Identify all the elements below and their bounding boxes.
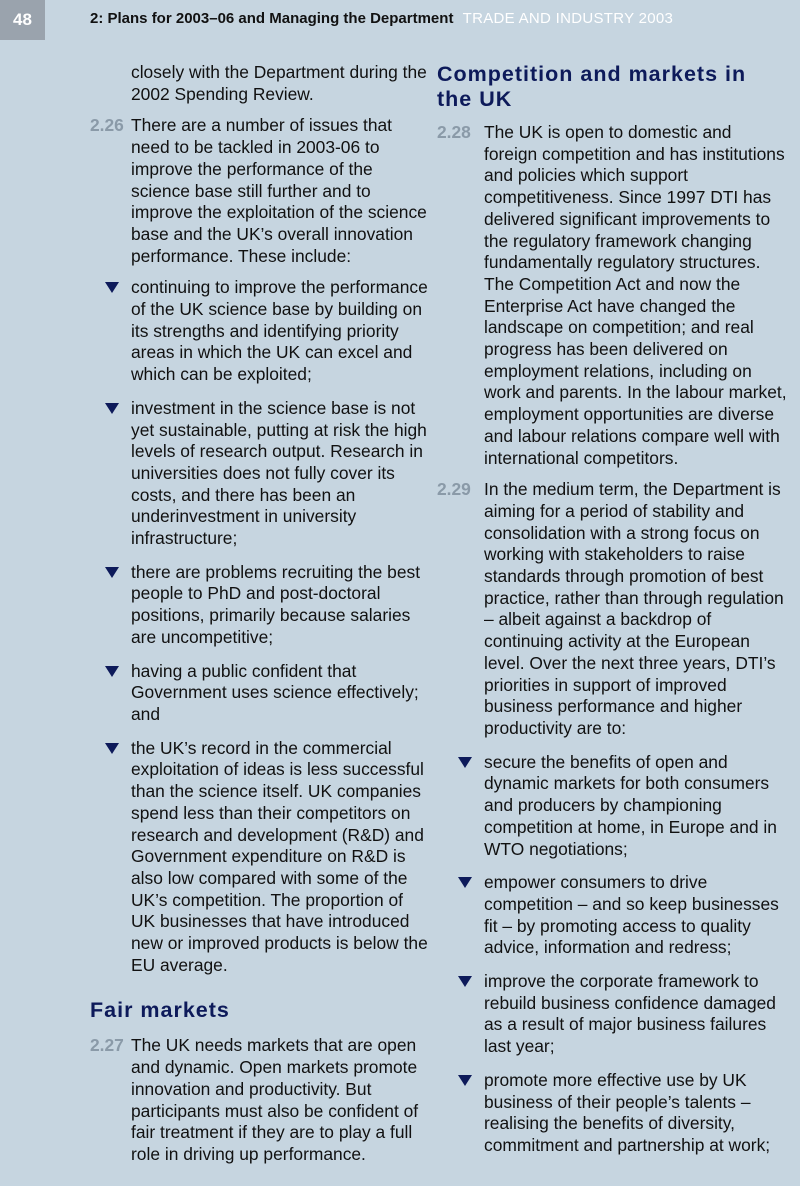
paragraph-number: 2.29 [437,479,471,500]
list-item-text: promote more effective use by UK business of their people’s talents – realising the benefits of diversity, commitment and partnership at work; [484,1069,771,1155]
list-item [437,752,787,861]
paragraph-2-28 [437,122,787,469]
page-number: 48 [0,0,45,40]
paragraph-text: There are a number of issues that need to be tackled in 2003-06 to improve the performance of the science base still further and to improve the exploitation of the science base and the UK’s overall innovation performance. These include: [131,115,427,266]
list-item [90,661,430,726]
paragraph-2-29 [437,479,787,739]
list-item-text: investment in the science base is not yet sustainable, putting at risk the high levels of research output. Research in universities does not fully cover its costs, and there has been an underinvestment in university infrastructure; [131,397,427,549]
paragraph-number: 2.28 [437,122,471,142]
triangle-bullet-icon [458,757,472,768]
list-item-text: continuing to improve the performance of the UK science base by building on its strengths and identifying priority areas in which the UK can excel and which can be exploited; [131,277,428,385]
paragraph-text: In the medium term, the Department is aiming for a period of stability and consolidation with a strong focus on working with stakeholders to raise standards through promotion of best practice, rather than through regulation – albeit against a backdrop of continuing activity at the European level. Over the next three years, DTI’s priorities in support of improved business performance and higher productivity are to: [484,479,784,738]
list-item-text: empower consumers to drive competition – and so keep businesses fit – by promoting access to quality advice, information and redress; [484,872,779,958]
paragraph-2-27 [90,1035,430,1165]
list-item [437,872,787,959]
paragraph-number: 2.26 [90,115,124,136]
list-item [90,277,430,386]
triangle-bullet-icon [105,743,119,754]
triangle-bullet-icon [458,1075,472,1086]
list-item-text: there are problems recruiting the best people to PhD and post-doctoral positions, primarily because salaries are uncompetitive; [131,561,421,647]
triangle-bullet-icon [105,567,119,578]
triangle-bullet-icon [458,877,472,888]
running-header [90,10,673,27]
paragraph-text: The UK is open to domestic and foreign competition and has institutions and policies which support competitiveness. Since 1997 DTI has delivered significant improvements to the regulatory framework changing fundamentally regulatory structures. The Competition Act and now the Enterprise Act have changed the landscape on competition; and real progress has been delivered on employment relations, including on work and parents. In the labour market, employment opportunities are diverse and labour relations compare well with international competitors. [484,122,787,468]
section-heading-competition: Competition and markets in the UK [437,62,747,111]
list-item [90,562,430,649]
list-item-text: improve the corporate framework to rebuild business confidence damaged as a result of major business failures last year; [484,971,776,1057]
triangle-bullet-icon [105,403,119,414]
list-item [437,1070,787,1157]
list-item-text: the UK’s record in the commercial exploitation of ideas is less successful than the science itself. UK companies spend less than their competitors on research and development (R&D) and Government expenditure on R&D is also low compared with some of the UK’s competition. The proportion of UK businesses that have introduced new or improved products is below the EU average. [131,737,428,975]
carry-over-paragraph: closely with the Department during the 2002 Spending Review. [131,62,427,104]
triangle-bullet-icon [458,976,472,987]
list-item [90,738,430,977]
paragraph-number: 2.27 [90,1035,124,1056]
triangle-bullet-icon [105,282,119,293]
list-item [90,398,430,550]
list-item-text: secure the benefits of open and dynamic markets for both consumers and producers by championing competition at home, in Europe and in WTO negotiations; [484,751,777,859]
left-column [90,62,430,1166]
list-item [437,971,787,1058]
right-column [437,62,787,1157]
paragraph-2-26 [90,115,430,267]
section-title: 2: Plans for 2003–06 and Managing the Department [90,10,454,27]
section-heading-fair-markets: Fair markets [90,998,230,1023]
publication-title: TRADE AND INDUSTRY 2003 [462,10,674,27]
triangle-bullet-icon [105,666,119,677]
list-item-text: having a public confident that Government uses science effectively; and [131,660,419,724]
paragraph-text: The UK needs markets that are open and dynamic. Open markets promote innovation and productivity. But participants must also be confident of fair treatment if they are to play a full role in driving up performance. [131,1035,419,1164]
